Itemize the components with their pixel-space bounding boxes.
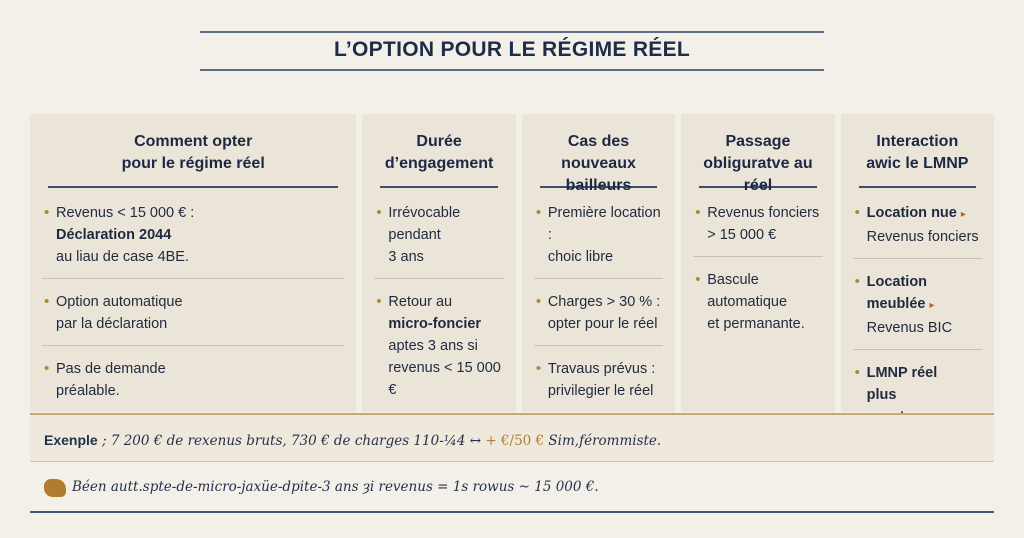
list-item-text [388,246,503,268]
note-text: Béen autt.spte-de-micro-jaxüe-dpite-3 ans ȝi revenus = 1s rowus ~ 15 000 €. [72,479,599,495]
list-item-line: choic libre [547,249,614,265]
list-item [534,291,663,346]
list-item [853,271,982,350]
column-heading-line: Interaction [876,133,959,150]
column-heading-line: Cas des [567,133,630,150]
column-3 [522,114,675,412]
list-item-text [56,246,344,268]
column-heading [534,114,663,194]
list-item-line: Déclaration 2044 [56,227,172,243]
column-heading-line: nouveaux bailleurs [561,155,636,194]
example-highlight: + €/50 € [485,433,545,449]
list-item [693,269,822,345]
list-item-line: Pas de demande [56,361,166,377]
title-rule-top [200,31,824,33]
columns-panel [30,114,994,412]
example-tail: Sim,férommiste. [544,433,662,449]
bullet-list [374,188,503,411]
list-item-line: opter pour le réel [547,316,658,332]
list-item-text [388,202,503,246]
column-heading-line: Comment opter [134,133,253,150]
list-item-line: LMNP réel [866,365,938,381]
title-rule-bottom [200,69,824,71]
list-item-text [867,317,982,339]
list-item-text [867,202,982,226]
list-item-text [867,362,982,384]
list-item-line: Revenus fonciers [707,205,820,221]
column-heading [693,114,822,194]
list-item-text [548,246,663,268]
arrow-right-icon: ▸ [929,300,935,311]
list-item-line: Irrévocable pendant [388,205,461,243]
list-item-text [56,224,344,246]
bullet-list [853,188,982,438]
list-item-line: revenus < 15 000 € [388,360,501,398]
list-item-text [388,335,503,357]
list-item-line: privilegier le réel [547,383,654,399]
divider [30,461,994,462]
list-item-text [56,380,344,402]
example-row [30,415,994,461]
column-2 [362,114,515,412]
list-item-line: Location meublée [866,274,928,312]
list-item-text [388,313,503,335]
pointing-hand-icon [44,479,66,497]
list-item-line: Revenus fonciers [866,229,979,245]
list-item [534,202,663,279]
list-item-line: Charges > 30 % : [547,294,661,310]
list-item-line: au liau de case 4BE. [56,249,190,265]
arrow-right-icon: ▸ [960,209,966,220]
list-item-text [388,291,503,313]
list-item-line: Revenus BIC [866,320,953,336]
bullet-list [42,188,344,412]
list-item-text [388,357,503,401]
list-item-text [56,358,344,380]
list-item-line: Option automatique [56,294,183,310]
example-label: Exenple [44,432,98,448]
list-item [534,358,663,412]
list-item-text [707,224,822,246]
list-item-text [867,271,982,317]
list-item-text [548,202,663,246]
list-item-text [707,313,822,335]
list-item-text [56,313,344,335]
list-item-text [548,313,663,335]
list-item-line: 3 ans [388,249,424,265]
list-item [374,291,503,411]
list-item-line: Location nue [866,205,957,221]
list-item-text [56,202,344,224]
list-item-line: par la déclaration [56,316,168,332]
note-row [30,466,994,510]
list-item-text [548,291,663,313]
list-item-line: préalable. [56,383,120,399]
example-text: ; 7 200 € de rexenus bruts, 730 € de charges 110-¼4 ↔ [97,433,486,449]
column-4 [681,114,834,412]
list-item-text [56,291,344,313]
list-item-line: > 15 000 € [707,227,777,243]
list-item-line: et permanante. [707,316,805,332]
column-heading [374,114,503,186]
bullet-list [693,188,822,345]
list-item-line: Bascule automatique [707,272,788,310]
page-title: L’OPTION POUR LE RÉGIME RÉEL [333,38,691,61]
column-1 [30,114,356,412]
list-item-line: aptes 3 ans si [388,338,478,354]
list-item [42,291,344,346]
list-item-text [548,380,663,402]
column-heading-line: Passage [725,133,791,150]
column-heading [42,114,344,186]
list-item-line: micro-foncier [388,316,482,332]
divider [30,511,994,513]
column-heading-line: Durée [416,133,462,150]
column-heading-line: awic le LMNP [866,155,969,172]
column-heading-line: pour le régime réel [121,155,265,172]
list-item-line: Retour au [388,294,453,310]
list-item [374,202,503,279]
list-item [693,202,822,257]
column-heading-line: d’engagement [384,155,494,172]
list-item-text [548,358,663,380]
list-item-text [707,202,822,224]
list-item [853,202,982,259]
list-item-line: Revenus < 15 000 € : [56,205,195,221]
list-item [42,358,344,412]
list-item-text [867,226,982,248]
column-heading-line: obliguratve au réel [703,155,813,194]
list-item-text [707,269,822,313]
list-item-line: Travaus prévus : [547,361,656,377]
column-heading [853,114,982,186]
list-item-line: Première location : [547,205,661,243]
list-item [42,202,344,279]
bullet-list [534,188,663,412]
list-item-line: plus [866,387,897,403]
column-5 [841,114,994,412]
